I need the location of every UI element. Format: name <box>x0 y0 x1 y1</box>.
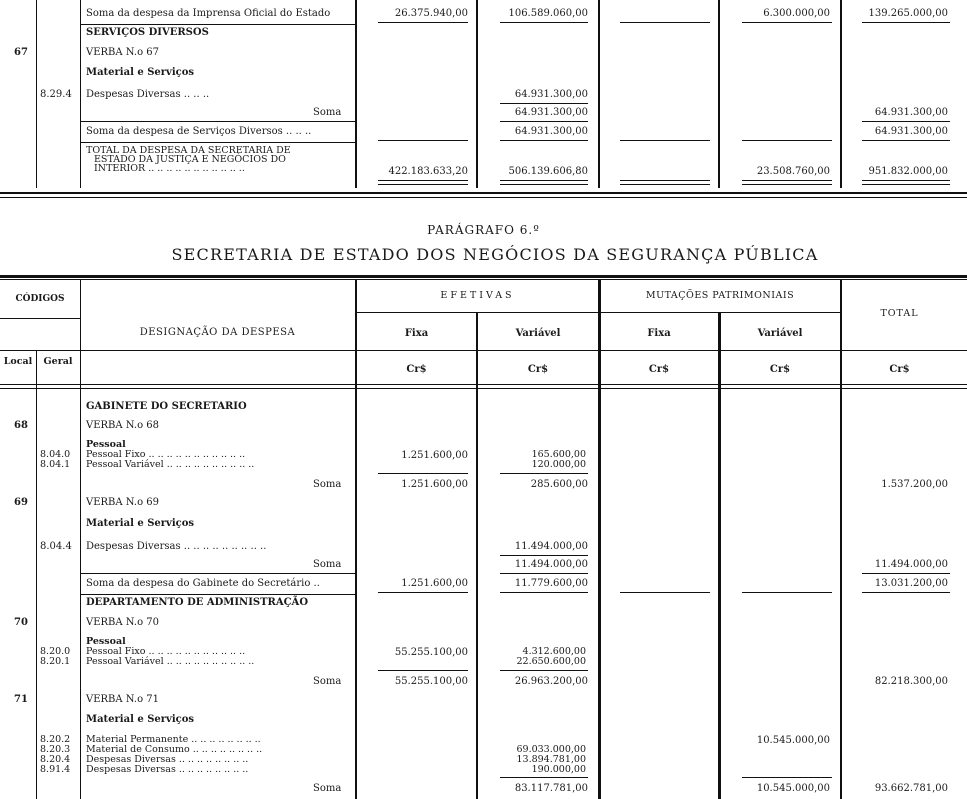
local-code: 71 <box>14 694 28 705</box>
currency-label: Cr$ <box>648 364 670 375</box>
cell-total: 93.662.781,00 <box>874 783 948 794</box>
row-label: Despesas Diversas .. .. .. <box>86 89 210 100</box>
soma-label: Soma <box>313 676 342 687</box>
cell-variavel: 506.139.606,80 <box>508 166 588 177</box>
cell-variavel: 11.494.000,00 <box>514 559 588 570</box>
currency-label: Cr$ <box>527 364 549 375</box>
cell-total: 82.218.300,00 <box>874 676 948 687</box>
section-title: SERVIÇOS DIVERSOS <box>86 27 209 38</box>
cell-total: 11.494.000,00 <box>874 559 948 570</box>
local-code: 68 <box>14 420 28 431</box>
header-geral: Geral <box>43 356 73 367</box>
row-label: Despesas Diversas .. .. .. .. .. .. .. .. .. <box>86 541 267 552</box>
header-total: TOTAL <box>880 308 919 319</box>
total-line-1: TOTAL DA DESPESA DA SECRETARIA DE <box>86 145 291 156</box>
row-labels: Pessoal Fixo .. .. .. .. .. .. .. .. .. .. .. Pessoal Variável .. .. .. .. .. .. .. .. .. .. <box>86 449 255 470</box>
cell-total: 64.931.300,00 <box>874 126 948 137</box>
section-title: GABINETE DO SECRETARIO <box>86 401 247 412</box>
soma-label: Soma <box>313 479 342 490</box>
geral-code: 8.04.0 8.04.1 <box>40 449 71 470</box>
local-code: 69 <box>14 497 28 508</box>
cell-variavel: 165.600,00 120.000,00 <box>531 449 586 470</box>
header-local: Local <box>3 356 33 367</box>
cell-variavel: 106.589.060,00 <box>508 8 588 19</box>
cell-fixa: 26.375.940,00 <box>394 8 468 19</box>
group-label: Material e Serviços <box>86 518 195 529</box>
verba-label: VERBA N.o 71 <box>86 694 160 705</box>
cell-mut-variavel: 10.545.000,00 <box>756 735 830 746</box>
header-mut-variavel: Variável <box>757 328 803 339</box>
section-title: DEPARTAMENTO DE ADMINISTRAÇÃO <box>86 597 309 608</box>
cell-fixa: 1.251.600,00 <box>401 578 468 589</box>
currency-label: Cr$ <box>406 364 427 375</box>
soma-label: Soma <box>313 559 342 570</box>
cell-fixa: 55.255.100,00 <box>394 647 468 658</box>
soma-label: Soma <box>313 107 342 118</box>
cell-variavel: 64.931.300,00 <box>514 89 588 100</box>
verba-label: VERBA N.o 67 <box>86 47 160 58</box>
header-designacao: DESIGNAÇÃO DA DESPESA <box>139 327 296 338</box>
cell-variavel: 26.963.200,00 <box>514 676 588 687</box>
total-line-2: ESTADO DA JUSTIÇA E NEGÓCIOS DO <box>94 154 286 165</box>
local-code: 67 <box>14 47 28 58</box>
cell-fixa: 1.251.600,00 <box>401 479 468 490</box>
cell-total: 951.832.000,00 <box>868 166 948 177</box>
cell-mut-variavel: 6.300.000,00 <box>763 8 830 19</box>
geral-code: 8.20.2 8.20.3 8.20.4 8.91.4 <box>40 734 71 775</box>
currency-label: Cr$ <box>769 364 791 375</box>
row-labels: Pessoal Fixo .. .. .. .. .. .. .. .. .. .. .. Pessoal Variável .. .. .. .. .. .. .. .. .. .. <box>86 646 255 667</box>
group-label: Pessoal <box>86 636 126 647</box>
cell-variavel: 11.494.000,00 <box>514 541 588 552</box>
row-label: Soma da despesa de Serviços Diversos .. .. .. <box>86 126 312 137</box>
geral-code: 8.29.4 <box>40 89 72 100</box>
cell-variavel: 11.779.600,00 <box>514 578 588 589</box>
local-code: 70 <box>14 617 28 628</box>
page-title: SECRETARIA DE ESTADO DOS NEGÓCIOS DA SEGURANÇA PÚBLICA <box>171 245 819 264</box>
cell-mut-variavel: 10.545.000,00 <box>756 783 830 794</box>
cell-variavel: 4.312.600,00 22.650.600,00 <box>516 646 586 667</box>
row-label: Soma da despesa do Gabinete do Secretário .. <box>86 578 320 589</box>
cell-total: 139.265.000,00 <box>868 8 948 19</box>
verba-label: VERBA N.o 70 <box>86 617 160 628</box>
group-label: Material e Serviços <box>86 714 195 725</box>
geral-code: 8.20.0 8.20.1 <box>40 646 71 667</box>
group-label: Pessoal <box>86 439 126 450</box>
cell-variavel: 83.117.781,00 <box>514 783 588 794</box>
cell-fixa: 55.255.100,00 <box>394 676 468 687</box>
total-label <box>86 146 291 173</box>
header-fixa: Fixa <box>404 328 429 339</box>
cell-mut-variavel: 23.508.760,00 <box>756 166 830 177</box>
cell-fixa: 1.251.600,00 <box>401 450 468 461</box>
cell-total: 1.537.200,00 <box>881 479 948 490</box>
currency-label: Cr$ <box>889 364 910 375</box>
header-efetivas: EFETIVAS <box>440 290 515 301</box>
cell-total: 13.031.200,00 <box>874 578 948 589</box>
geral-code: 8.04.4 <box>40 541 72 552</box>
header-codigos: CÓDIGOS <box>15 294 65 304</box>
cell-total: 64.931.300,00 <box>874 107 948 118</box>
header-variavel: Variável <box>515 328 561 339</box>
header-mutacoes: MUTAÇÕES PATRIMONIAIS <box>645 290 795 301</box>
cell-variavel: 64.931.300,00 <box>514 126 588 137</box>
row-label: Soma da despesa da Imprensa Oficial do Estado <box>86 8 331 19</box>
verba-label: VERBA N.o 69 <box>86 497 160 508</box>
row-labels: Material Permanente .. .. .. .. .. .. .. .. Material de Consumo .. .. .. .. .. .. .. .. Despesas Diversas .. .. .. .. .. .. .. .. Despesas Diversas .. .. .. .. .. .. .. .. <box>86 734 263 775</box>
verba-label: VERBA N.o 68 <box>86 420 160 431</box>
cell-variavel: 64.931.300,00 <box>514 107 588 118</box>
total-line-3: INTERIOR .. .. .. .. .. .. .. .. .. .. .. <box>94 163 245 174</box>
cell-variavel: 285.600,00 <box>530 479 588 490</box>
paragraph-heading: PARÁGRAFO 6.º <box>427 223 540 237</box>
soma-label: Soma <box>313 783 342 794</box>
header-mut-fixa: Fixa <box>647 328 671 339</box>
group-label: Material e Serviços <box>86 67 195 78</box>
cell-variavel: 69.033.000,00 13.894.781,00 190.000,00 <box>516 744 586 775</box>
cell-fixa: 422.183.633,20 <box>388 166 468 177</box>
